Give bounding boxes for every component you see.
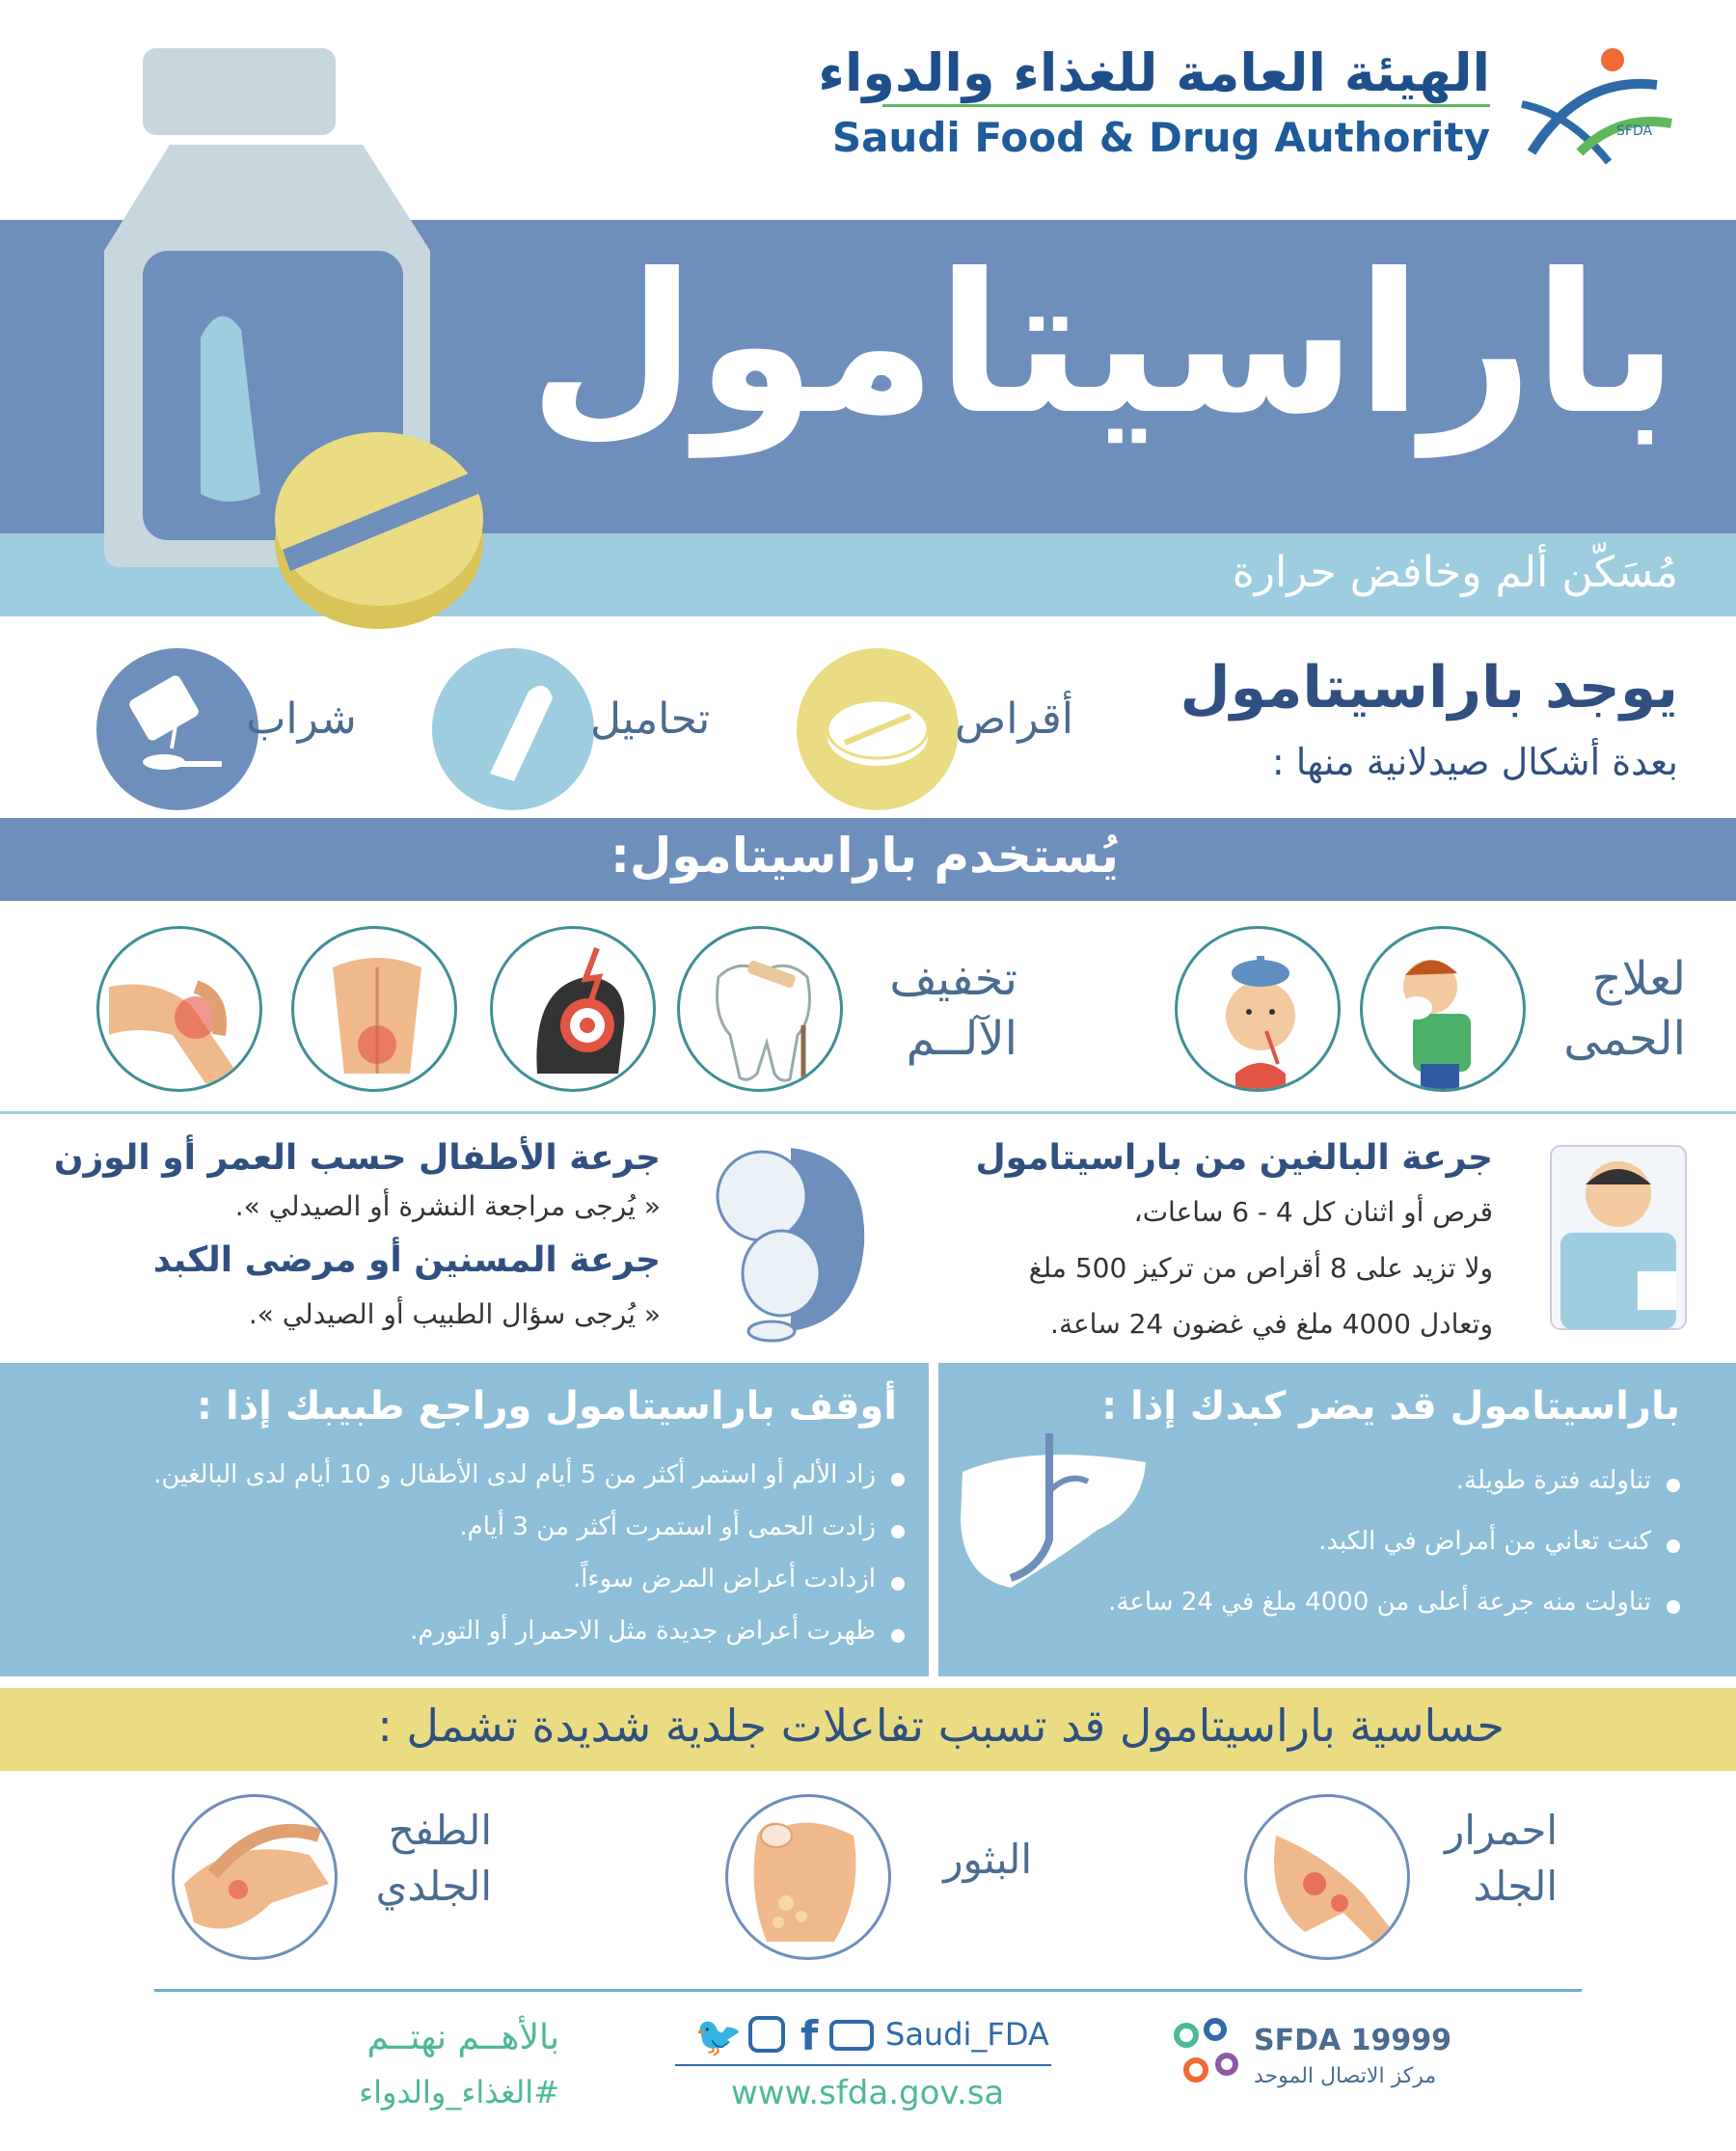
fever-label-line1: لعلاج bbox=[1591, 952, 1686, 1006]
tablet-overlay-icon bbox=[258, 405, 500, 646]
red-skin-label-line1: احمرار bbox=[1444, 1807, 1558, 1854]
stop-bullet bbox=[891, 1473, 905, 1486]
liver-bullet bbox=[1667, 1539, 1680, 1553]
website-divider bbox=[675, 2064, 1051, 2066]
suppository-form-label: تحاميل bbox=[590, 694, 711, 744]
adult-dose-line2: ولا تزيد على 8 أقراص من تركيز 500 ملغ bbox=[1028, 1252, 1493, 1284]
knee-pain-icon bbox=[96, 926, 262, 1092]
elderly-dose-note: « يُرجى سؤال الطبيب أو الصيدلي ». bbox=[248, 1298, 661, 1330]
page-title: باراسيتامول bbox=[529, 232, 1678, 457]
stop-item: زادت الحمى أو استمرت أكثر من 3 أيام. bbox=[459, 1512, 876, 1541]
pain-label-line1: تخفيف bbox=[889, 952, 1017, 1006]
uses-title: يُستخدم باراسيتامول: bbox=[610, 828, 1119, 884]
section-divider bbox=[0, 1111, 1736, 1114]
red-skin-label-line2: الجلد bbox=[1473, 1863, 1558, 1910]
social-handle[interactable]: Saudi_FDA bbox=[885, 2016, 1049, 2053]
logo-badge: SFDA bbox=[1616, 123, 1653, 139]
liver-icon bbox=[953, 1433, 1155, 1597]
tablet-form-label: أقراص bbox=[955, 694, 1073, 744]
instagram-icon[interactable] bbox=[748, 2016, 785, 2053]
page-subtitle: مُسَكّن ألم وخافض حرارة bbox=[1232, 548, 1678, 597]
tablet-form-icon bbox=[797, 648, 959, 810]
elderly-dose-title: جرعة المسنين أو مرضى الكبد bbox=[152, 1240, 661, 1280]
footer-divider bbox=[154, 1989, 1582, 1992]
child-dose-note: « يُرجى مراجعة النشرة أو الصيدلي ». bbox=[234, 1190, 661, 1222]
stop-bullet bbox=[891, 1629, 905, 1643]
footer-hashtag: #الغذاء_والدواء bbox=[359, 2074, 559, 2110]
blisters-foot-icon bbox=[725, 1794, 891, 1960]
call-center-logo-icon bbox=[1167, 2016, 1244, 2093]
sick-thermometer-icon bbox=[1175, 926, 1341, 1092]
adult-dose-title: جرعة البالغين من باراسيتامول bbox=[975, 1138, 1493, 1178]
liver-item: تناولته فترة طويلة. bbox=[1455, 1466, 1651, 1495]
adult-dose-line1: قرص أو اثنان كل 4 - 6 ساعات، bbox=[1133, 1196, 1493, 1228]
sick-adult-bed-icon bbox=[1541, 1136, 1695, 1339]
liver-panel-title: باراسيتامول قد يضر كبدك إذا : bbox=[1101, 1384, 1680, 1429]
rash-label-line2: الجلدي bbox=[375, 1863, 492, 1910]
liver-bullet bbox=[1667, 1600, 1680, 1614]
youtube-icon[interactable] bbox=[829, 2020, 874, 2051]
social-icons bbox=[694, 2012, 887, 2060]
call-center-number: SFDA 19999 bbox=[1254, 2024, 1452, 2057]
liver-bullet bbox=[1667, 1479, 1680, 1492]
toothache-icon bbox=[677, 926, 843, 1092]
logo-english-name: Saudi Food & Drug Authority bbox=[831, 114, 1490, 161]
stop-item: ازدادت أعراض المرض سوءاً. bbox=[572, 1565, 876, 1593]
call-center-label: مركز الاتصال الموحد bbox=[1254, 2064, 1437, 2088]
sfda-logo-icon bbox=[1512, 46, 1676, 172]
rash-label-line1: الطفح bbox=[388, 1807, 492, 1854]
forms-subtitle: بعدة أشكال صيدلانية منها : bbox=[1271, 741, 1678, 783]
facebook-icon[interactable]: f bbox=[800, 2012, 819, 2059]
blisters-label: البثور bbox=[943, 1836, 1032, 1883]
footer-slogan: بالأهــم نهتــم bbox=[366, 2018, 559, 2057]
child-dose-title: جرعة الأطفال حسب العمر أو الوزن bbox=[53, 1138, 661, 1178]
syrup-form-label: شراب bbox=[246, 694, 357, 744]
sneezing-child-icon bbox=[1360, 926, 1526, 1092]
suppository-form-icon bbox=[432, 648, 594, 810]
sensitivity-title: حساسية باراسيتامول قد تسبب تفاعلات جلدية شديدة تشمل : bbox=[377, 1700, 1505, 1752]
red-skin-hand-icon bbox=[1244, 1794, 1410, 1960]
website-link[interactable]: www.sfda.gov.sa bbox=[731, 2074, 1005, 2112]
stop-panel-title: أوقف باراسيتامول وراجع طبيبك إذا : bbox=[197, 1384, 897, 1429]
twitter-icon[interactable]: 🐦 bbox=[694, 2015, 743, 2059]
adult-dose-line3: وتعادل 4000 ملغ في غضون 24 ساعة. bbox=[1050, 1308, 1493, 1340]
stop-item: ظهرت أعراض جديدة مثل الاحمرار أو التورم. bbox=[410, 1617, 876, 1646]
syrup-form-icon bbox=[96, 648, 258, 810]
logo-arabic-name: الهيئة العامة للغذاء والدواء bbox=[818, 42, 1490, 103]
liver-item: تناولت منه جرعة أعلى من 4000 ملغ في 24 ساعة. bbox=[1108, 1588, 1651, 1617]
stop-bullet bbox=[891, 1577, 905, 1591]
liver-item: كنت تعاني من أمراض في الكبد. bbox=[1318, 1527, 1651, 1556]
stop-item: زاد الألم أو استمر أكثر من 5 أيام لدى الأطفال و 10 أيام لدى البالغين. bbox=[153, 1460, 876, 1489]
baby-icon bbox=[694, 1138, 878, 1346]
forms-title: يوجد باراسيتامول bbox=[1180, 654, 1678, 722]
fever-label-line2: الحمى bbox=[1563, 1012, 1686, 1066]
rash-hand-icon bbox=[172, 1794, 338, 1960]
stop-bullet bbox=[891, 1525, 905, 1538]
back-pain-icon bbox=[291, 926, 457, 1092]
headache-icon bbox=[490, 926, 656, 1092]
logo-divider bbox=[882, 104, 1490, 107]
pain-label-line2: الآلــم bbox=[906, 1012, 1017, 1066]
